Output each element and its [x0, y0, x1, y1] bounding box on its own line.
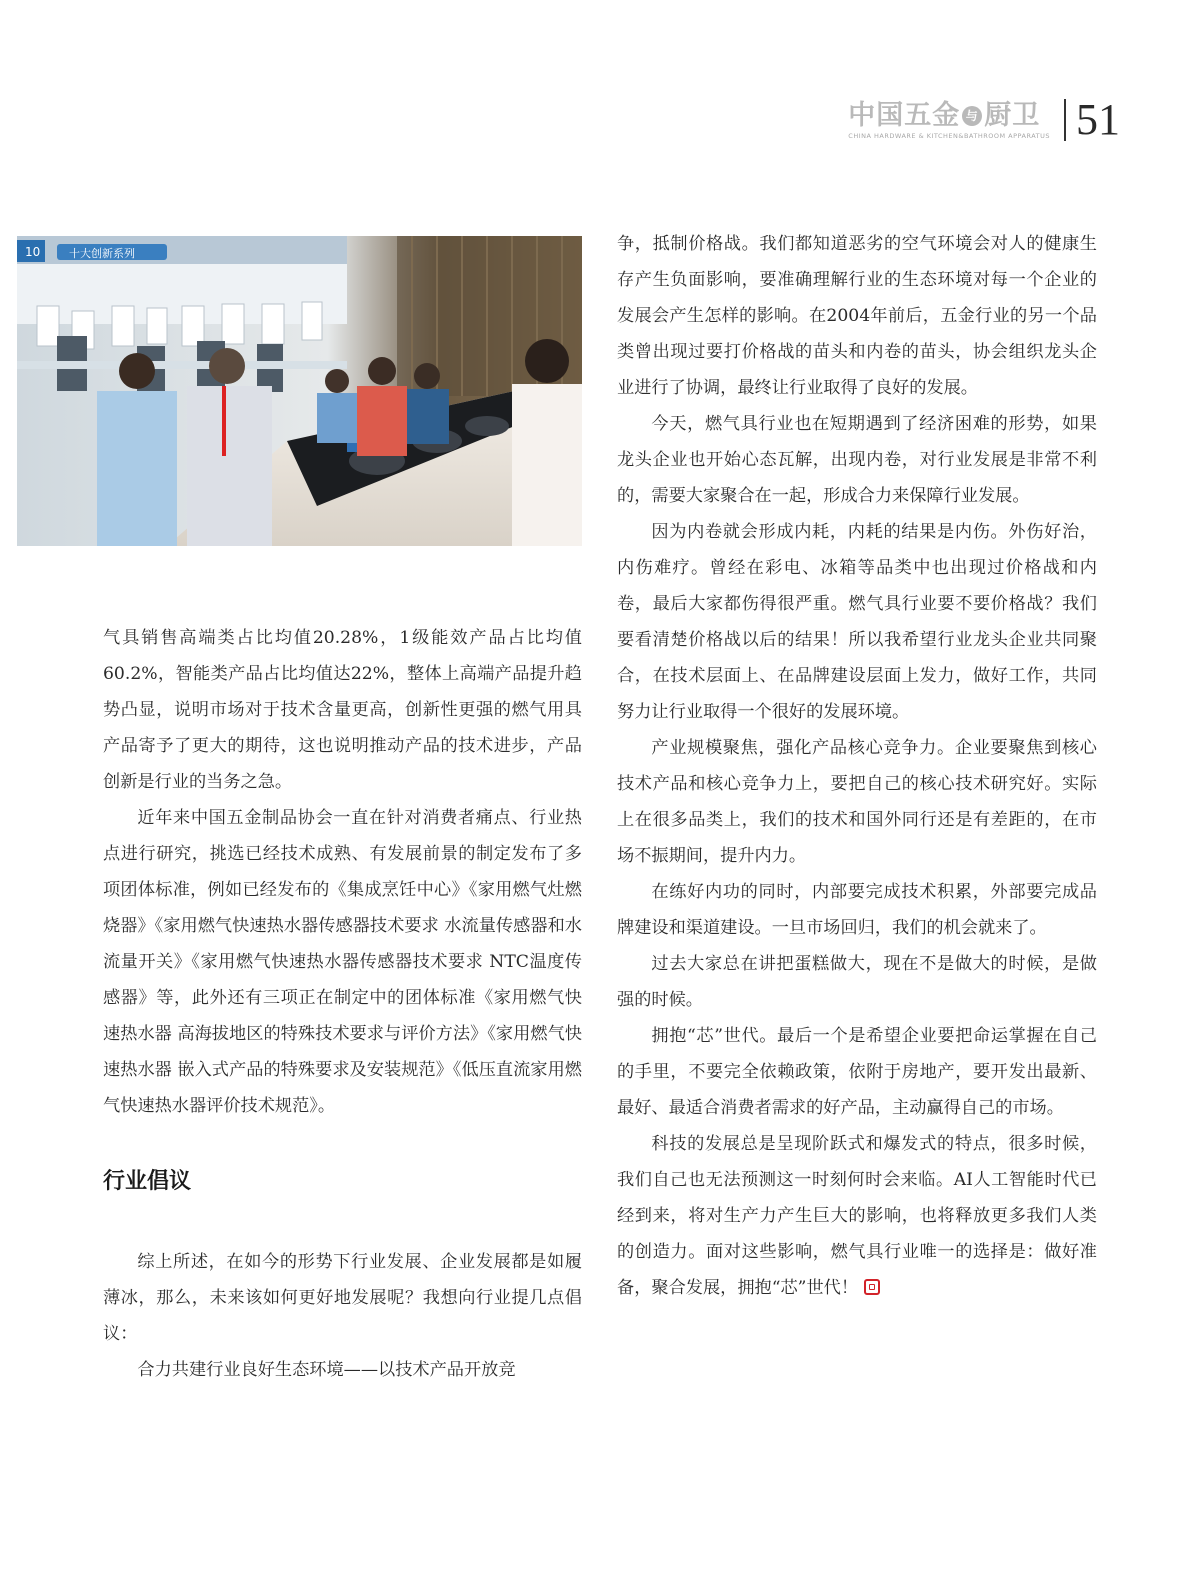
right-paragraph-2: 今天，燃气具行业也在短期遇到了经济困难的形势，如果龙头企业也开始心态瓦解，出现内卷，对行业发展是非常不利的，需要大家聚合在一起，形成合力来保障行业发展。: [617, 414, 1097, 506]
header-divider: [1064, 99, 1066, 141]
logo-text-2: 厨卫: [984, 99, 1041, 131]
left-column: [103, 620, 582, 1388]
right-paragraph-7: 拥抱“芯”世代。最后一个是希望企业要把命运掌握在自己的手里，不要完全依赖政策，依附于房地产，要开发出最新、最好、最适合消费者需求的好产品，主动赢得自己的市场。: [617, 1026, 1097, 1118]
logo-text-1: 中国五金: [848, 99, 961, 131]
right-paragraph-4: 产业规模聚焦，强化产品核心竞争力。企业要聚焦到核心技术产品和核心竞争力上，要把自己的核心技术研究好。实际上在很多品类上，我们的技术和国外同行还是有差距的，在市场不振期间，提升内力。: [617, 738, 1097, 866]
svg-text:10: 10: [25, 245, 41, 259]
left-paragraph-1: 气具销售高端类占比均值20.28%，1级能效产品占比均值60.2%，智能类产品占比均值达22%，整体上高端产品提升趋势凸显，说明市场对于技术含量更高，创新性更强的燃气用具产品寄予了更大的期待，这也说明推动产品的技术进步，产品创新是行业的当务之急。: [103, 628, 582, 792]
right-paragraph-1: 争，抵制价格战。我们都知道恶劣的空气环境会对人的健康生存产生负面影响，要准确理解行业的生态环境对每一个企业的发展会产生怎样的影响。在2004年前后，五金行业的另一个品类曾出现过要打价格战的苗头和内卷的苗头，协会组织龙头企业进行了协调，最终让行业取得了良好的发展。: [617, 234, 1097, 398]
left-paragraph-4: 合力共建行业良好生态环境——以技术产品开放竞: [137, 1360, 516, 1380]
exhibition-photo: [17, 236, 582, 546]
logo-subtitle: CHINA HARDWARE & KITCHEN&BATHROOM APPARATUS: [848, 131, 1050, 140]
right-paragraph-8-text: 科技的发展总是呈现阶跃式和爆发式的特点，很多时候，我们自己也无法预测这一时刻何时会来临。AI人工智能时代已经到来，将对生产力产生巨大的影响，也将释放更多我们人类的创造力。面对这些影响，燃气具行业唯一的选择是：做好准备，聚合发展，拥抱“芯”世代！: [617, 1134, 1097, 1298]
left-paragraph-3: 综上所述，在如今的形势下行业发展、企业发展都是如履薄冰，那么，未来该如何更好地发展呢？我想向行业提几点倡议：: [103, 1252, 582, 1344]
photo-banner-text: 十大创新系列: [69, 247, 135, 260]
right-paragraph-3: 因为内卷就会形成内耗，内耗的结果是内伤。外伤好治，内伤难疗。曾经在彩电、冰箱等品类中也出现过价格战和内卷，最后大家都伤得很严重。燃气具行业要不要价格战？我们要看清楚价格战以后的结果！所以我希望行业龙头企业共同聚合，在技术层面上、在品牌建设层面上发力，做好工作，共同努力让行业取得一个很好的发展环境。: [617, 522, 1097, 722]
right-paragraph-8: [617, 1126, 1097, 1306]
right-column: [617, 226, 1097, 1306]
section-heading: 行业倡议: [103, 1169, 192, 1194]
page-number: 51: [1076, 95, 1120, 144]
logo-mark-icon: 与: [962, 106, 982, 126]
left-paragraph-2: 近年来中国五金制品协会一直在针对消费者痛点、行业热点进行研究，挑选已经技术成熟、有发展前景的制定发布了多项团体标准，例如已经发布的《集成烹饪中心》《家用燃气灶燃烧器》《家用燃气快速热水器传感器技术要求 水流量传感器和水流量开关》《家用燃气快速热水器传感器技术要求 NTC温度传感器》等，此外还有三项正在制定中的团体标准《家用燃气快速热水器 高海拔地区的特殊技术要求与评价方法》《家用燃气快速热水器 嵌入式产品的特殊要求及安装规范》《低压直流家用燃气快速热水器评价技术规范》。: [103, 808, 582, 1116]
right-paragraph-6: 过去大家总在讲把蛋糕做大，现在不是做大的时候，是做强的时候。: [617, 954, 1097, 1010]
right-paragraph-5: 在练好内功的同时，内部要完成技术积累，外部要完成品牌建设和渠道建设。一旦市场回归，我们的机会就来了。: [617, 882, 1097, 938]
page-header: [848, 96, 1120, 144]
magazine-logo: [848, 101, 1050, 140]
article-end-icon: [864, 1279, 880, 1295]
